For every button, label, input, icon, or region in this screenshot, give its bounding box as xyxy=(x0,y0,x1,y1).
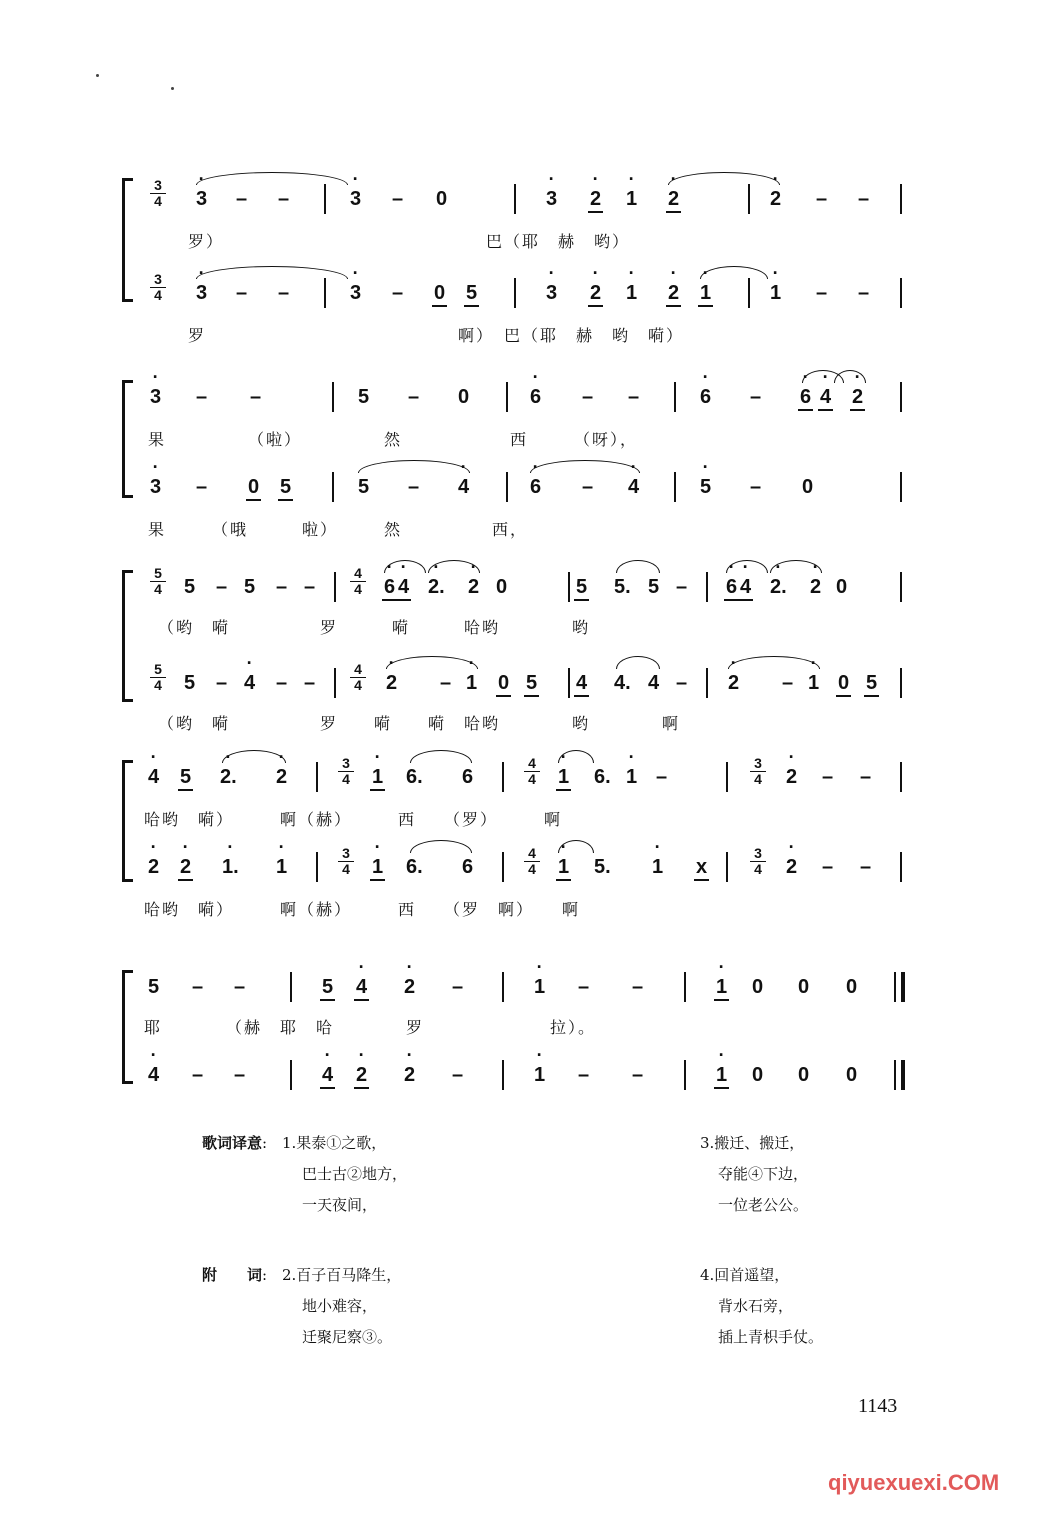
tie xyxy=(358,460,470,473)
barline xyxy=(334,668,336,698)
lyric-line: 哈哟 嗬） 啊（赫） 西 （罗 啊） 啊 xyxy=(144,900,581,919)
verse-1: 1.果泰①之歌， 巴士古②地方， 一天夜间， xyxy=(282,1134,408,1214)
tie xyxy=(616,656,660,669)
time-signature: 5 4 xyxy=(150,566,166,597)
staff-upper: 5 4 5 – 5 – – 4 4 · 6 · 4 · 2. · 2 0 5 5. 5 – · 6 · 4 · 2. · 2 0 xyxy=(122,570,912,604)
lyrics-upper xyxy=(122,808,912,832)
verse-4: 4.回首遥望， 背水石旁， 插上青枳手仗。 xyxy=(700,1266,824,1346)
staff-upper: · 4 5 · 2. · 2 3 4 · 1 6. 6 4 4 · 1 6. · 1 – 3 4 · 2 – – xyxy=(122,760,912,794)
barline xyxy=(334,572,336,602)
barline xyxy=(684,1060,686,1090)
barline xyxy=(900,472,902,502)
final-barline xyxy=(894,1060,905,1090)
barline xyxy=(332,382,334,412)
verse-3: 3.搬迁、搬迁， 夺能④下边， 一位老公公。 xyxy=(700,1134,809,1214)
time-signature: 4 4 xyxy=(350,662,366,693)
barline xyxy=(506,472,508,502)
barline xyxy=(514,278,516,308)
barline xyxy=(514,184,516,214)
lyric-line: 罗） 巴（耶 赫 哟） xyxy=(188,232,631,251)
tie xyxy=(668,172,780,185)
barline xyxy=(502,1060,504,1090)
barline xyxy=(748,278,750,308)
time-signature: 3 4 xyxy=(750,846,766,877)
barline xyxy=(290,1060,292,1090)
lyrics-lower xyxy=(122,518,912,542)
time-signature: 4 4 xyxy=(524,846,540,877)
slur xyxy=(834,370,866,383)
lyrics-lower xyxy=(122,712,912,736)
barline xyxy=(900,762,902,792)
barline xyxy=(706,668,708,698)
tie xyxy=(530,460,640,473)
scan-speck xyxy=(96,74,99,77)
barline xyxy=(900,382,902,412)
translation-label: 歌词译意: xyxy=(202,1134,268,1152)
lyrics-upper xyxy=(122,616,912,640)
tie xyxy=(616,560,660,573)
lyrics-lower xyxy=(122,898,912,922)
scan-speck xyxy=(171,87,174,90)
staff-lower: · 2 · 2 · 1. · 1 3 4 · 1 6. 6 4 4 · 1 5. · 1 x 3 4 · 2 – – xyxy=(122,850,912,884)
barline xyxy=(324,278,326,308)
lyric-line: （哟 嗬 罗 嗬 哈哟 哟 xyxy=(158,618,591,637)
barline xyxy=(748,184,750,214)
lyric-line: 果 （哦 啦） 然 西， xyxy=(148,520,529,539)
barline xyxy=(900,572,902,602)
time-signature: 3 4 xyxy=(150,178,166,209)
staff-lower: · 4 – – · 4 · 2 · 2 – · 1 – – · 1 0 0 0 xyxy=(122,1058,912,1092)
barline xyxy=(290,972,292,1002)
barline xyxy=(568,668,570,698)
staff-upper: 3 4 · 3 – – · 3 – 0 · 3 · 2 · 1 · 2 · 2 – – xyxy=(122,182,912,216)
lyrics-upper xyxy=(122,1016,912,1040)
verse-2: 2.百子百马降生， 地小难容， 迁聚尼察③。 xyxy=(282,1266,402,1346)
tie xyxy=(700,266,768,279)
barline xyxy=(568,572,570,602)
barline xyxy=(316,852,318,882)
staff-lower: 5 4 5 – · 4 – – 4 4 · 2 – · 1 0 5 4 4. 4 – · 2 – · 1 0 5 xyxy=(122,666,912,700)
lyrics-lower xyxy=(122,324,912,348)
tie xyxy=(410,840,472,853)
barline xyxy=(674,382,676,412)
appendix-label: 附 词: xyxy=(202,1266,268,1284)
barline xyxy=(900,278,902,308)
barline xyxy=(506,382,508,412)
barline xyxy=(502,852,504,882)
barline xyxy=(674,472,676,502)
time-signature: 3 4 xyxy=(338,756,354,787)
tie xyxy=(728,656,820,669)
lyric-line: （哟 嗬 罗 嗬 嗬 哈哟 哟 啊 xyxy=(158,714,681,733)
lyrics-upper xyxy=(122,428,912,452)
staff-upper: 5 – – 5 · 4 · 2 – · 1 – – · 1 0 0 0 xyxy=(122,970,912,1004)
barline xyxy=(900,668,902,698)
lyric-line: 罗 啊） 巴（耶 赫 哟 嗬） xyxy=(188,326,685,345)
final-barline xyxy=(894,972,905,1002)
lyric-line: 耶 （赫 耶 哈 罗 拉）。 xyxy=(144,1018,597,1037)
barline xyxy=(316,762,318,792)
lyric-line: 哈哟 嗬） 啊（赫） 西 （罗） 啊 xyxy=(144,810,563,829)
barline xyxy=(684,972,686,1002)
time-signature: 4 4 xyxy=(524,756,540,787)
barline xyxy=(502,972,504,1002)
time-signature: 3 4 xyxy=(338,846,354,877)
staff-lower: · 3 – 0 5 5 – · 4 · 6 – · 4 · 5 – 0 xyxy=(122,470,912,504)
lyric-line: 果 （啦） 然 西 （呀）， xyxy=(148,430,639,449)
barline xyxy=(332,472,334,502)
barline xyxy=(706,572,708,602)
page-number: 1143 xyxy=(858,1395,898,1417)
barline xyxy=(324,184,326,214)
time-signature: 3 4 xyxy=(150,272,166,303)
time-signature: 5 4 xyxy=(150,662,166,693)
barline xyxy=(502,762,504,792)
tie xyxy=(410,750,472,763)
barline xyxy=(900,184,902,214)
barline xyxy=(900,852,902,882)
time-signature: 4 4 xyxy=(350,566,366,597)
time-signature: 3 4 xyxy=(750,756,766,787)
site-watermark: qiyuexuexi.COM xyxy=(828,1470,1000,1495)
barline xyxy=(726,852,728,882)
lyrics-upper xyxy=(122,230,912,254)
tie xyxy=(386,656,478,669)
staff-lower: 3 4 · 3 – – · 3 – 0 5 · 3 · 2 · 1 · 2 · 1 · 1 – – xyxy=(122,276,912,310)
staff-upper: · 3 – – 5 – 0 · 6 – – · 6 – · 6 · 4 · 2 xyxy=(122,380,912,414)
barline xyxy=(726,762,728,792)
tie xyxy=(222,750,286,763)
